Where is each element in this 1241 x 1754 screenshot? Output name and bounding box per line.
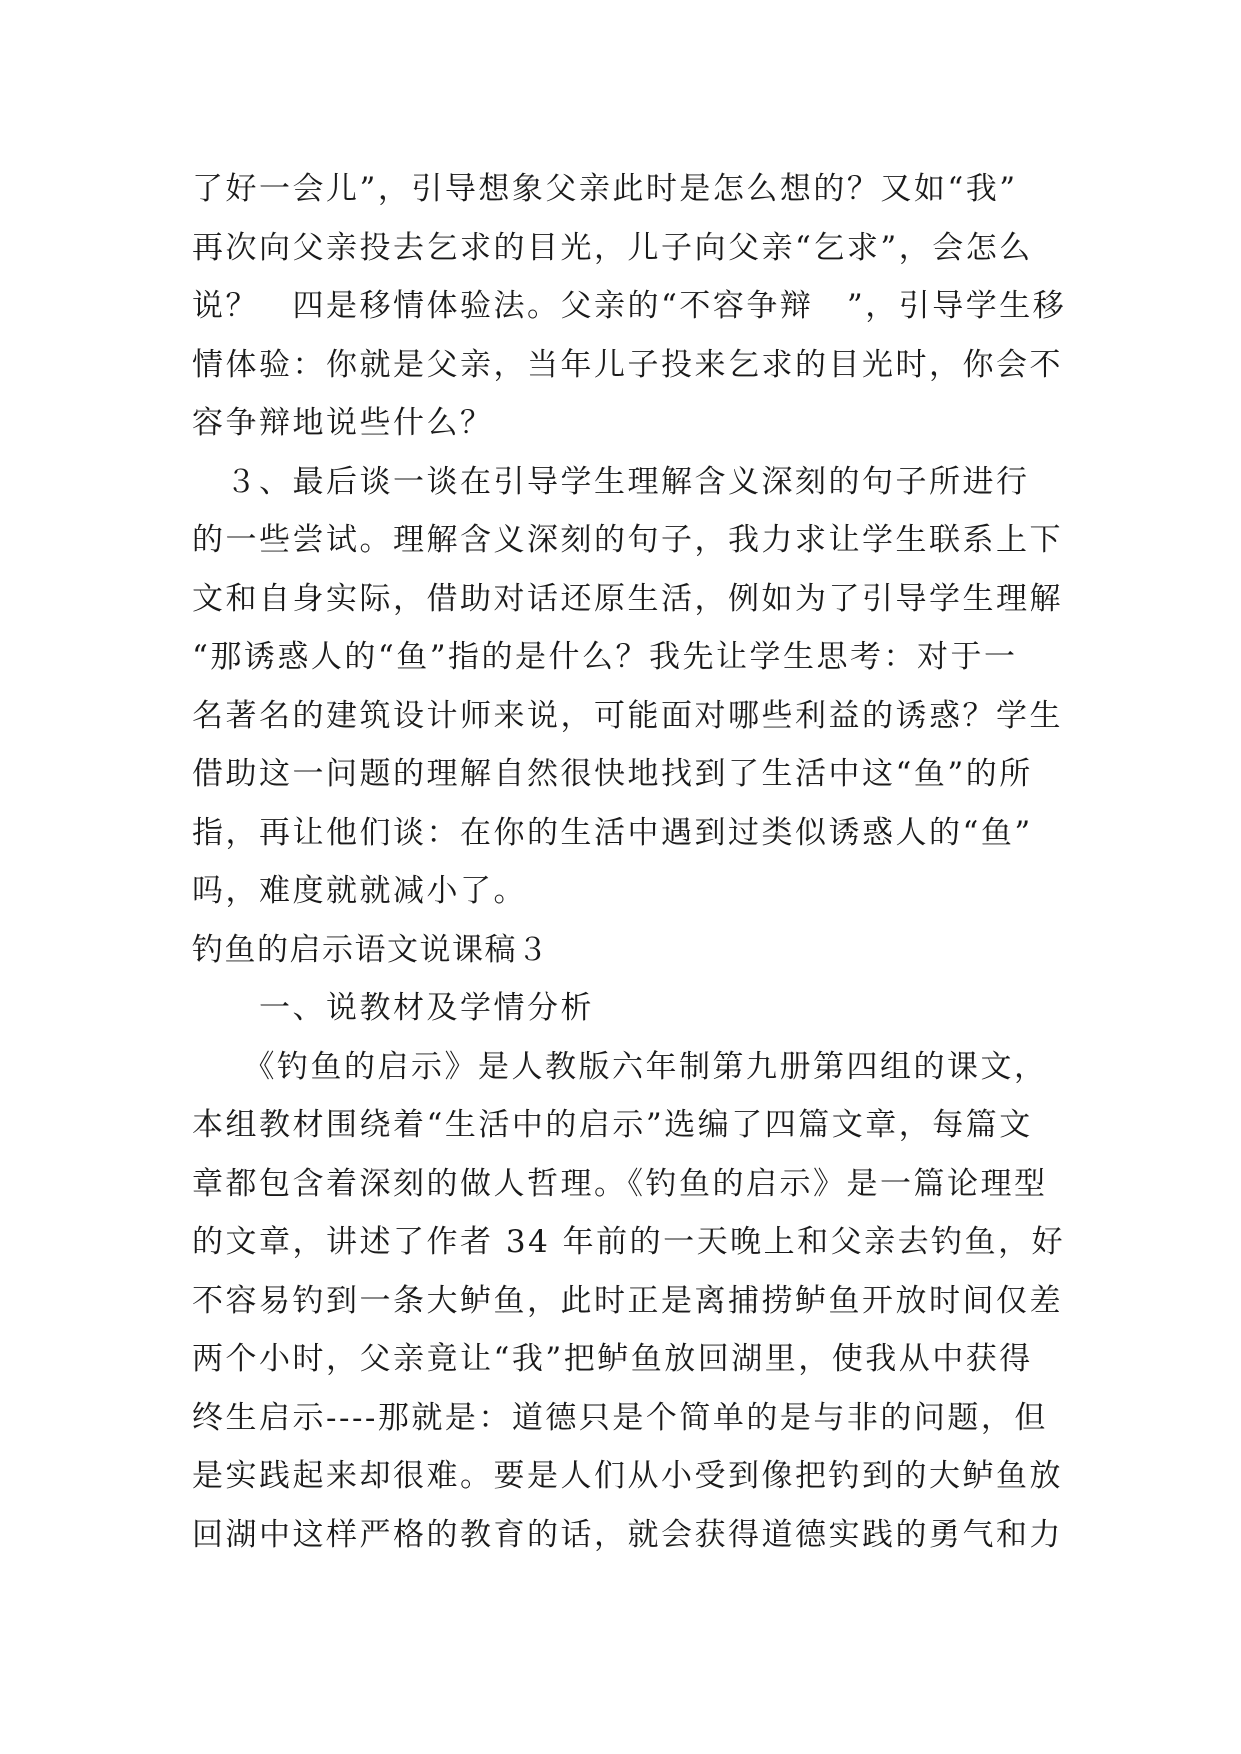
text-line: “那诱惑人的“鱼”指的是什么？我先让学生思考：对于一: [192, 639, 1018, 675]
text-line: 终生启示----那就是：道德只是个简单的是与非的问题，但: [192, 1399, 1048, 1436]
text-line: 容争辩地说些什么？: [192, 405, 494, 441]
text-line: 文和自身实际，借助对话还原生活，例如为了引导学生理解: [192, 580, 1063, 617]
text-line: 指，再让他们谈：在你的生活中遇到过类似诱惑人的“鱼”: [192, 814, 1033, 851]
text-line: 的文章，讲述了作者 34 年前的一天晚上和父亲去钓鱼，好: [192, 1224, 1066, 1260]
subsection-heading: 一、说教材及学情分析: [192, 990, 594, 1026]
text-line: 不容易钓到一条大鲈鱼，此时正是离捕捞鲈鱼开放时间仅差: [192, 1282, 1063, 1319]
text-line: 借助这一问题的理解自然很快地找到了生活中这“鱼”的所: [192, 756, 1033, 792]
text-line: 《钓鱼的启示》是人教版六年制第九册第四组的课文，: [192, 1048, 1048, 1085]
text-line: 章都包含着深刻的做人哲理。《钓鱼的启示》是一篇论理型: [192, 1165, 1048, 1202]
text-line: 两个小时，父亲竟让“我”把鲈鱼放回湖里，使我从中获得: [192, 1341, 1033, 1377]
text-line: 的一些尝试。理解含义深刻的句子，我力求让学生联系上下: [192, 522, 1063, 558]
text-line: 再次向父亲投去乞求的目光，儿子向父亲“乞求”，会怎么: [192, 229, 1033, 266]
text-line: 名著名的建筑设计师来说，可能面对哪些利益的诱惑？学生: [192, 697, 1063, 734]
text-line: 是实践起来却很难。要是人们从小受到像把钓到的大鲈鱼放: [192, 1458, 1063, 1494]
text-line: 回湖中这样严格的教育的话，就会获得道德实践的勇气和力: [192, 1516, 1063, 1553]
text-line: 本组教材围绕着“生活中的启示”选编了四篇文章，每篇文: [192, 1107, 1033, 1143]
document-body: [192, 160, 1067, 1564]
text-line: 吗，难度就就减小了。: [192, 873, 527, 909]
text-line: ３、最后谈一谈在引导学生理解含义深刻的句子所进行: [192, 463, 1030, 500]
text-line: 了好一会儿”，引导想象父亲此时是怎么想的？又如“我”: [192, 171, 1018, 207]
text-line: 说？ 四是移情体验法。父亲的“不容争辩 ”，引导学生移: [192, 288, 1067, 324]
section-heading: 钓鱼的启示语文说课稿３: [192, 931, 550, 968]
text-line: 情体验：你就是父亲，当年儿子投来乞求的目光时，你会不: [192, 346, 1063, 383]
